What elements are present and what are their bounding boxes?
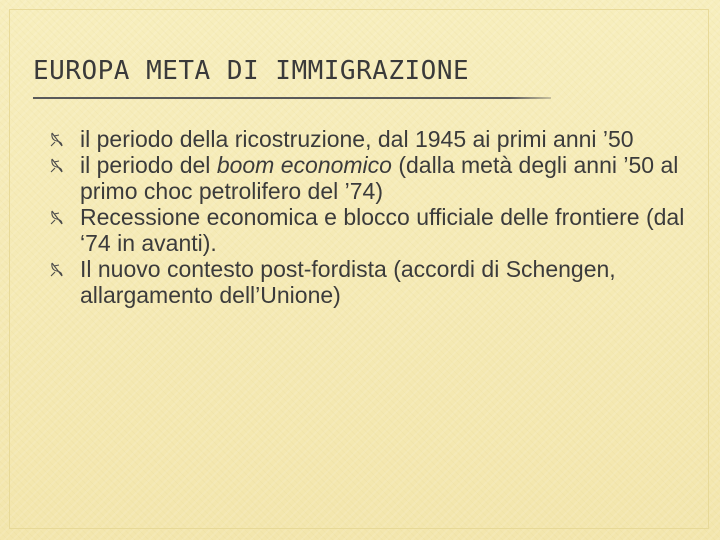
pen-nib-bullet-icon — [50, 210, 64, 226]
bullet-text-2-emphasis: boom economico — [216, 152, 392, 178]
bullet-text-2-before: il periodo del — [80, 152, 217, 178]
slide-title: EUROPA META DI IMMIGRAZIONE — [33, 56, 470, 86]
bullet-item-2 — [0, 152, 720, 204]
bullet-list — [0, 126, 720, 308]
pen-nib-bullet-icon — [50, 158, 64, 174]
bullet-text-2 — [80, 152, 678, 204]
pen-nib-bullet-icon — [50, 262, 64, 278]
bullet-text-1: il periodo della ricostruzione, dal 1945 ai primi anni ’50 — [80, 126, 634, 152]
bullet-text-2-after: (dalla metà degli anni ’50 al primo choc petrolifero del ’74) — [80, 152, 679, 204]
bullet-text-4: Il nuovo contesto post-fordista (accordi di Schengen, allargamento dell’Unione) — [80, 256, 616, 308]
bullet-item-3 — [0, 204, 720, 256]
bullet-item-4 — [0, 256, 720, 308]
bullet-item-1 — [0, 126, 720, 152]
bullet-text-3: Recessione economica e blocco ufficiale delle frontiere (dal ‘74 in avanti). — [80, 204, 685, 256]
title-underline — [33, 97, 551, 99]
pen-nib-bullet-icon — [50, 132, 64, 148]
